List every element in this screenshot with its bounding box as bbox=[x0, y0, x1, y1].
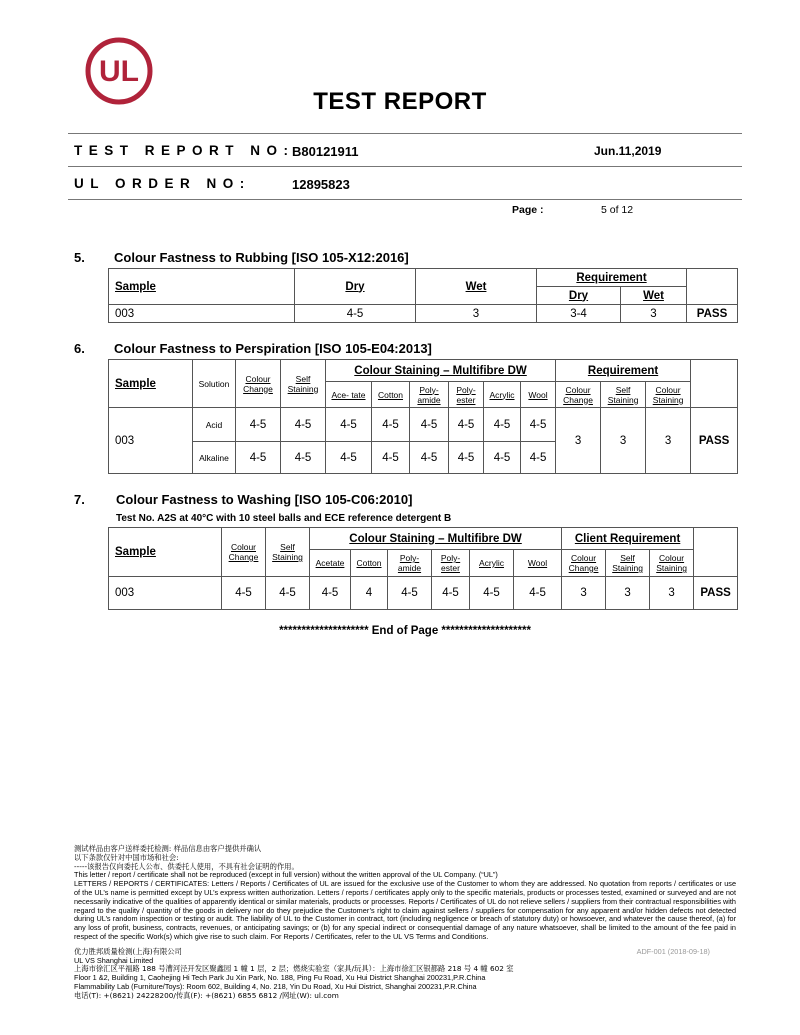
cell-value: 4 bbox=[351, 577, 388, 610]
footer-cn-line: 以下条款仅针对中国市场和社会: bbox=[74, 852, 179, 862]
cell-value: 4-5 bbox=[470, 577, 514, 610]
address-cn: 上海市徐汇区平福路 188 号漕河泾开发区聚鑫园 1 幢 1 层，2 层；燃烧实验室（家具/玩具）：上海市徐汇区银都路 218 号 4 幢 602 室 bbox=[74, 964, 514, 974]
cell-value: 4-5 bbox=[236, 442, 281, 474]
col-multifibre: Colour Staining – Multifibre DW bbox=[310, 528, 562, 550]
col-requirement: Client Requirement bbox=[562, 528, 694, 550]
cell-value: 4-5 bbox=[449, 442, 484, 474]
col-sample: Sample bbox=[109, 269, 295, 305]
cell-sample: 003 bbox=[109, 305, 295, 323]
perspiration-table bbox=[108, 359, 738, 474]
section-subtitle: Test No. A2S at 40°C with 10 steel balls and ECE reference detergent B bbox=[116, 513, 452, 524]
fibre-polyester: Poly- ester bbox=[449, 382, 484, 408]
cell-req-value: 3 bbox=[556, 408, 601, 474]
cell-req-wet: 3 bbox=[621, 305, 687, 323]
cell-value: 4-5 bbox=[310, 577, 351, 610]
contact-info: 电话(T): +(8621) 24228200/传真(F): +(8621) 6855 6812 /网址(W): ul.com bbox=[74, 990, 339, 1000]
col-req-wet: Wet bbox=[621, 287, 687, 305]
section-number: 6. bbox=[74, 341, 85, 356]
cell-req-value: 3 bbox=[606, 577, 650, 610]
cell-value: 4-5 bbox=[326, 408, 372, 442]
cell-value: 4-5 bbox=[410, 442, 449, 474]
report-date: Jun.11,2019 bbox=[594, 144, 662, 158]
cell-value: 4-5 bbox=[236, 408, 281, 442]
req-colour-staining: Colour Staining bbox=[650, 550, 694, 577]
fibre-wool: Wool bbox=[521, 382, 556, 408]
cell-req-value: 3 bbox=[646, 408, 691, 474]
cell-result: PASS bbox=[694, 577, 738, 610]
req-colour-staining: Colour Staining bbox=[646, 382, 691, 408]
report-no: B80121911 bbox=[292, 144, 359, 159]
col-colour-change: Colour Change bbox=[236, 360, 281, 408]
col-result bbox=[687, 269, 738, 305]
fibre-acetate: Ace- tate bbox=[326, 382, 372, 408]
cell-value: 4-5 bbox=[266, 577, 310, 610]
company-en: UL VS Shanghai Limited bbox=[74, 955, 154, 965]
cell-value: 4-5 bbox=[484, 442, 521, 474]
col-result bbox=[691, 360, 738, 408]
company-cn: 优力胜邦质量检测(上海)有限公司 bbox=[74, 946, 182, 956]
cell-req-value: 3 bbox=[650, 577, 694, 610]
fibre-polyamide: Poly- amide bbox=[388, 550, 432, 577]
order-no-label: UL ORDER NO: bbox=[74, 176, 251, 191]
cell-solution: Alkaline bbox=[193, 442, 236, 474]
cell-value: 4-5 bbox=[514, 577, 562, 610]
cell-result: PASS bbox=[687, 305, 738, 323]
req-colour-change: Colour Change bbox=[556, 382, 601, 408]
col-dry: Dry bbox=[295, 269, 416, 305]
req-self-staining: Self Staining bbox=[606, 550, 650, 577]
washing-table bbox=[108, 527, 738, 610]
footer-disclaimer: LETTERS / REPORTS / CERTIFICATES: Letters / Reports / Certificates of UL are issued for the exclusive use of the Customer to whom they are addressed. No quotation from reports / certificates or use of the UL’s name is permitted except by UL’s express written authorization. Letters / reports / certificates apply only to the specific materials, products or processes tested, examined or surveyed and are not necessarily indicative of the qualities of apparently identical or similar materials, products or processes. Reports / Certificates of UL do not relieve sellers / suppliers from their contractual responsibilities with regard to the quality / quantity of the goods in delivery nor do they prejudice the Customer’s right to claim against sellers / suppliers for compensation for any apparent and/or hidden defects not detected during UL’s random inspection or testing or audit. The liability of UL to the Customer in contract, tort (including negligence or breach of statutory duty) or howsoever, and whatever the cause thereof, (a) for any loss of profit, business, contracts, revenues, or anticipating savings; or (b) for any special indirect or consequential damage of any nature whatsoever, shall be limited to the amount of the fee paid in respect of the specific Work(s) which give rise to such claim. For Reports / Certificates, refer to the UL VS Terms and Conditions. bbox=[74, 879, 736, 941]
cell-value: 4-5 bbox=[372, 408, 410, 442]
footer bbox=[74, 845, 736, 1001]
fibre-acrylic: Acrylic bbox=[470, 550, 514, 577]
footer-cn-line: 测试样品由客户送样委托检测: 样品信息由客户提供并确认 bbox=[74, 844, 262, 853]
col-solution: Solution bbox=[193, 360, 236, 408]
cell-req-value: 3 bbox=[601, 408, 646, 474]
col-sample: Sample bbox=[109, 360, 193, 408]
footer-cn-line: -----该报告仅向委托人公布、供委托人使用，不具有社会证明的作用。 bbox=[74, 861, 299, 871]
cell-req-value: 3 bbox=[562, 577, 606, 610]
cell-value: 4-5 bbox=[326, 442, 372, 474]
cell-value: 4-5 bbox=[281, 408, 326, 442]
section-title: Colour Fastness to Rubbing [ISO 105-X12:2016] bbox=[114, 250, 409, 265]
col-colour-change: Colour Change bbox=[222, 528, 266, 577]
fibre-polyamide: Poly- amide bbox=[410, 382, 449, 408]
col-wet: Wet bbox=[416, 269, 537, 305]
cell-value: 4-5 bbox=[388, 577, 432, 610]
cell-sample: 003 bbox=[109, 408, 193, 474]
col-req-dry: Dry bbox=[537, 287, 621, 305]
req-self-staining: Self Staining bbox=[601, 382, 646, 408]
col-requirement: Requirement bbox=[537, 269, 687, 287]
col-result bbox=[694, 528, 738, 577]
report-no-label: TEST REPORT NO: bbox=[74, 143, 295, 158]
cell-value: 4-5 bbox=[521, 442, 556, 474]
rubbing-table bbox=[108, 268, 738, 323]
page-title: TEST REPORT bbox=[313, 88, 487, 115]
fibre-cotton: Cotton bbox=[372, 382, 410, 408]
cell-value: 4-5 bbox=[521, 408, 556, 442]
cell-value: 4-5 bbox=[372, 442, 410, 474]
col-multifibre: Colour Staining – Multifibre DW bbox=[326, 360, 556, 382]
col-self-staining: Self Staining bbox=[281, 360, 326, 408]
logo-text: UL bbox=[99, 55, 139, 88]
fibre-polyester: Poly- ester bbox=[432, 550, 470, 577]
fibre-cotton: Cotton bbox=[351, 550, 388, 577]
divider bbox=[68, 199, 742, 200]
cell-result: PASS bbox=[691, 408, 738, 474]
form-number: ADF-001 (2018-09-18) bbox=[636, 946, 710, 956]
fibre-acrylic: Acrylic bbox=[484, 382, 521, 408]
divider bbox=[68, 166, 742, 167]
cell-wet: 3 bbox=[416, 305, 537, 323]
cell-sample: 003 bbox=[109, 577, 222, 610]
address-en: Floor 1 &2, Building 1, Caohejing Hi Tech Park Ju Xin Park, No. 188, Ping Fu Road, Xu Hui District Shanghai 200231,P.R.China bbox=[74, 973, 486, 983]
cell-value: 4-5 bbox=[484, 408, 521, 442]
end-of-page: ******************** End of Page ******************** bbox=[279, 625, 531, 637]
section-title: Colour Fastness to Perspiration [ISO 105-E04:2013] bbox=[114, 341, 432, 356]
footer-disclaimer: This letter / report / certificate shall not be reproduced (except in full version) without the written approval of the UL Company. (“UL”) bbox=[74, 870, 498, 880]
fibre-wool: Wool bbox=[514, 550, 562, 577]
page-value: 5 of 12 bbox=[601, 204, 634, 216]
col-self-staining: Self Staining bbox=[266, 528, 310, 577]
section-number: 5. bbox=[74, 250, 85, 265]
cell-dry: 4-5 bbox=[295, 305, 416, 323]
section-title: Colour Fastness to Washing [ISO 105-C06:2010] bbox=[116, 492, 413, 507]
divider bbox=[68, 133, 742, 134]
cell-value: 4-5 bbox=[222, 577, 266, 610]
cell-value: 4-5 bbox=[432, 577, 470, 610]
cell-value: 4-5 bbox=[449, 408, 484, 442]
cell-req-dry: 3-4 bbox=[537, 305, 621, 323]
section-number: 7. bbox=[74, 492, 85, 507]
fibre-acetate: Acetate bbox=[310, 550, 351, 577]
col-sample: Sample bbox=[109, 528, 222, 577]
cell-value: 4-5 bbox=[281, 442, 326, 474]
page-label: Page : bbox=[512, 204, 544, 216]
address-en: Flammability Lab (Furniture/Toys): Room 602, Building 4, No. 218, Yin Du Road, Xu Hui District, Shanghai 200231,P.R.China bbox=[74, 981, 477, 991]
col-requirement: Requirement bbox=[556, 360, 691, 382]
cell-value: 4-5 bbox=[410, 408, 449, 442]
req-colour-change: Colour Change bbox=[562, 550, 606, 577]
order-no: 12895823 bbox=[292, 177, 350, 192]
cell-solution: Acid bbox=[193, 408, 236, 442]
